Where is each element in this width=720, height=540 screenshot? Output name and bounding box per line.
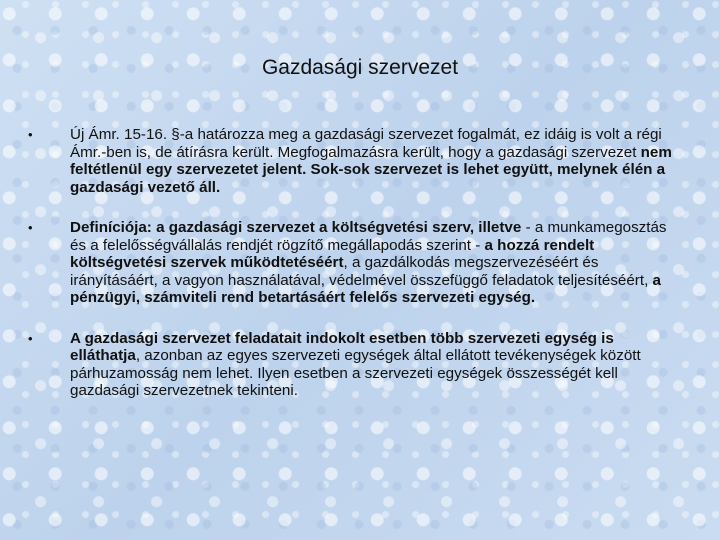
bullet-text [70,330,641,400]
slide-title: Gazdasági szervezet [261,56,459,79]
bullet-text [70,126,672,196]
bullet-list [28,126,683,423]
bullet-text-segment-bold: A gazdasági szervezet feladatait indokolt esetben több szervezeti egység is elláthatja [70,329,614,364]
bullet-text-segment-bold: a pénzügyi, számviteli rend betartásáért felelős szervezeti egység. [70,271,661,306]
bullet-dot-icon: • [28,330,33,346]
bullet-text-segment-bold: nem feltétlenül egy szervezetet jelent. Sok-sok szervezet is lehet együtt, melynek élén a gazdasági vezető áll. [70,143,672,196]
bullet-dot-icon: • [28,220,33,235]
bullet-text-segment-bold: Definíciója: a gazdasági szervezet a költségvetési szerv, illetve [70,219,522,236]
bullet-item [28,126,683,196]
bullet-text [70,219,667,306]
bullet-text-segment-bold: a hozzá rendelt költségvetési szervek működtetéséért [70,236,595,271]
bullet-item [28,330,683,400]
bullet-text-segment: - a munkamegosztás és a felelősségvállalás rendjét rögzítő megállapodás szerint - [70,219,667,254]
bullet-item [28,219,683,307]
bullet-text-segment: , azonban az egyes szervezeti egységek által ellátott tevékenységek között párhuzamosság nem lehet. Ilyen esetben a szervezeti egységek összességét kell gazdasági szervezetnek tekinteni. [70,347,641,399]
bullet-text-segment: Új Ámr. 15-16. §-a határozza meg a gazdasági szervezet fogalmát, ez idáig is volt a régi Ámr.-ben is, de átírásra került. Megfogalmazásra került, hogy a gazdasági szervezet [70,126,662,161]
bullet-text-segment: , a gazdálkodás megszervezéséért és irányításáért, a vagyon használatával, védelmével összefüggő feladatok teljesítéséért, [70,254,653,289]
bullet-dot-icon: • [28,127,33,142]
